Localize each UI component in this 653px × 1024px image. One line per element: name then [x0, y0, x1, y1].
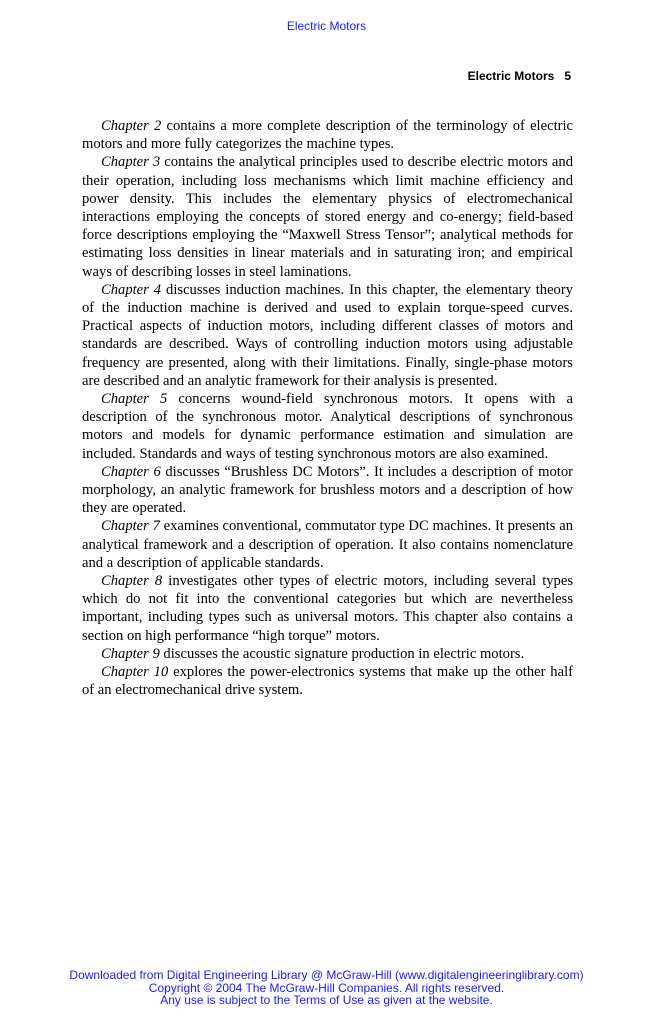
paragraph-text: explores the power-electronics systems that make up the other half of an electromechanical drive system. [82, 664, 573, 699]
chapter-ref: Chapter 10 [101, 664, 169, 681]
paragraph-chapter-4 [82, 281, 573, 390]
paragraph-text: discusses “Brushless DC Motors”. It includes a description of motor morphology, an analytic framework for brushless motors and a description of how they are operated. [82, 463, 573, 517]
paragraph-chapter-10 [82, 663, 573, 699]
paragraph-chapter-3 [82, 153, 573, 280]
chapter-ref: Chapter 6 [101, 463, 161, 480]
top-title-link[interactable]: Electric Motors [286, 19, 367, 33]
paragraph-text: concerns wound-field synchronous motors. It opens with a description of the synchronous motor. Analytical descriptions of synchronous motors and models for dynamic performance estimation and simulation are included. Standards and ways of testing synchronous motors are also examined. [82, 391, 573, 462]
paragraph-text: contains a more complete description of the terminology of electric motors and more fully categorizes the machine types. [82, 118, 574, 153]
running-header [468, 69, 571, 83]
paragraph-chapter-5 [82, 390, 573, 463]
chapter-ref: Chapter 2 [101, 118, 162, 134]
paragraph-text: contains the analytical principles used to describe electric motors and their operation, including loss mechanisms which limit machine efficiency and power density. This includes the elementary physics of electromechanical interactions employing the concepts of stored energy and co-energy; field-based force descriptions employing the “Maxwell Stress Tensor”; analytical methods for estimating loss densities in linear materials and in saturating iron; and empirical ways of describing losses in steel laminations. [82, 154, 574, 280]
paragraph-text: examines conventional, commutator type DC machines. It presents an analytical framework and a description of operation. It also contains nomenclature and a description of applicable standards. [82, 518, 573, 571]
paragraph-text: discusses the acoustic signature production in electric motors. [159, 645, 525, 662]
paragraph-chapter-6 [82, 463, 573, 518]
chapter-ref: Chapter 7 [101, 518, 160, 535]
paragraph-chapter-9 [82, 645, 573, 663]
footer-terms-link[interactable]: Any use is subject to the Terms of Use as given at the website. [160, 993, 493, 1007]
paragraph-text: discusses induction machines. In this chapter, the elementary theory of the induction machine is derived and used to explain torque-speed curves. Practical aspects of induction motors, including different classes of motors and standards are described. Ways of controlling induction motors using adjustable frequency are presented, along with their limitations. Finally, single-phase motors are described and an analytic framework for their analysis is presented. [82, 281, 574, 389]
paragraph-chapter-2 [82, 117, 573, 153]
paragraph-chapter-7 [82, 517, 573, 572]
chapter-ref: Chapter 3 [101, 154, 161, 171]
body-text [82, 117, 573, 700]
footer-copyright: Copyright © 2004 The McGraw-Hill Companies. All rights reserved. [148, 980, 505, 995]
paragraph-chapter-8 [82, 572, 573, 645]
running-header-title: Electric Motors [467, 69, 555, 83]
chapter-ref: Chapter 4 [101, 281, 162, 298]
chapter-ref: Chapter 9 [101, 645, 160, 662]
chapter-ref: Chapter 8 [101, 573, 163, 590]
chapter-ref: Chapter 5 [101, 391, 168, 408]
footer-download-link[interactable]: Downloaded from Digital Engineering Library @ McGraw-Hill (www.digitalengineeringlibrary.com) [69, 968, 584, 982]
footer [0, 969, 653, 1007]
paragraph-text: investigates other types of electric motors, including several types which do not fit into the conventional categories but which are nevertheless important, including types such as universal motors. This chapter also contains a section on high performance “high torque” motors. [82, 573, 574, 644]
page-number: 5 [564, 69, 571, 83]
